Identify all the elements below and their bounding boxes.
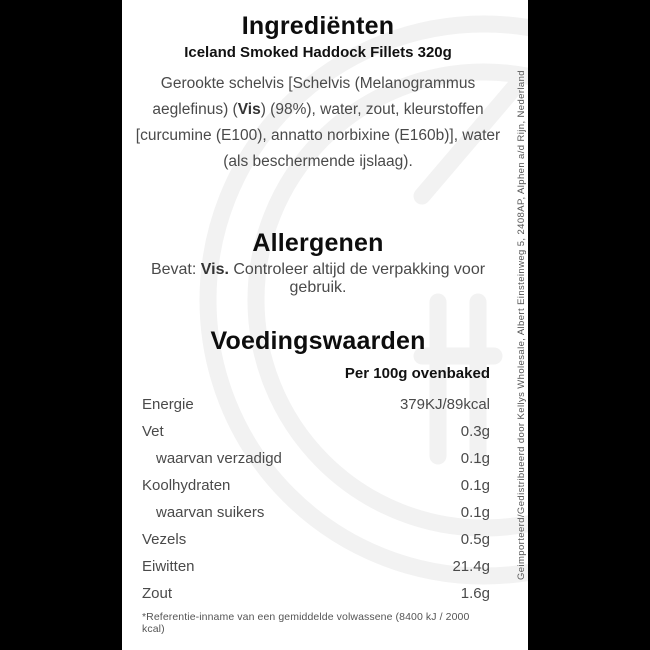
ingredients-title: Ingrediënten [241,12,395,40]
allergens-bold: Vis. [200,261,229,278]
ingredients-text [128,71,508,175]
nutrition-value: 0.3g [460,423,490,440]
table-row [142,472,490,499]
left-black-bar [0,0,122,650]
nutrition-value: 0.1g [460,477,490,494]
nutrition-value: 21.4g [452,558,490,575]
nutrition-label: Vezels [142,531,187,548]
allergens-statement [124,261,512,297]
reference-intake-footnote: *Referentie-inname van een gemiddelde volwassene (8400 kJ / 2000 kcal) [142,611,470,635]
table-row [142,553,490,580]
allergens-suffix: Controleer altijd de verpakking voor gebruik. [228,261,486,296]
nutrition-value: 0.5g [460,531,490,548]
nutrition-label: waarvan suikers [156,504,265,521]
nutrition-value: 0.1g [460,450,490,467]
ingredients-allergen-bold: Vis [237,101,261,118]
table-row [142,391,490,418]
nutrition-table [142,391,490,607]
ingredients-text-before: Gerookte schelvis [Schelvis (Melanogrammus aeglefinus) ( [152,75,476,118]
nutrition-value: 1.6g [460,585,490,602]
table-row [142,445,490,472]
table-row [142,499,490,526]
label-panel [122,0,528,650]
nutrition-value: 0.1g [460,504,490,521]
distributor-info: Geimporteerd/Gedistribueerd door Kellys Wholesale, Albert Einsteinweg 5, 2408AP, Alphen a/d Rijn, Nederland [516,70,527,580]
nutrition-label: Zout [142,585,173,602]
allergens-prefix: Bevat: [150,261,201,278]
nutrition-label: waarvan verzadigd [156,450,282,467]
nutrition-title: Voedingswaarden [210,327,426,355]
ingredients-text-after: ) (98%), water, zout, kleurstoffen [curcumine (E100), annatto norbixine (E160b)], water (als beschermende ijslaag). [135,101,501,170]
nutrition-label: Eiwitten [142,558,195,575]
nutrition-label: Koolhydraten [142,477,231,494]
nutrition-label: Energie [142,396,194,413]
nutrition-value: 379KJ/89kcal [399,396,490,413]
table-row [142,418,490,445]
table-row [142,580,490,607]
table-row [142,526,490,553]
allergens-title: Allergenen [252,229,384,257]
nutrition-column-header: Per 100g ovenbaked [344,365,490,382]
product-name: Iceland Smoked Haddock Fillets 320g [184,44,452,61]
right-black-bar [528,0,650,650]
nutrition-label: Vet [142,423,164,440]
label-content [122,0,528,650]
